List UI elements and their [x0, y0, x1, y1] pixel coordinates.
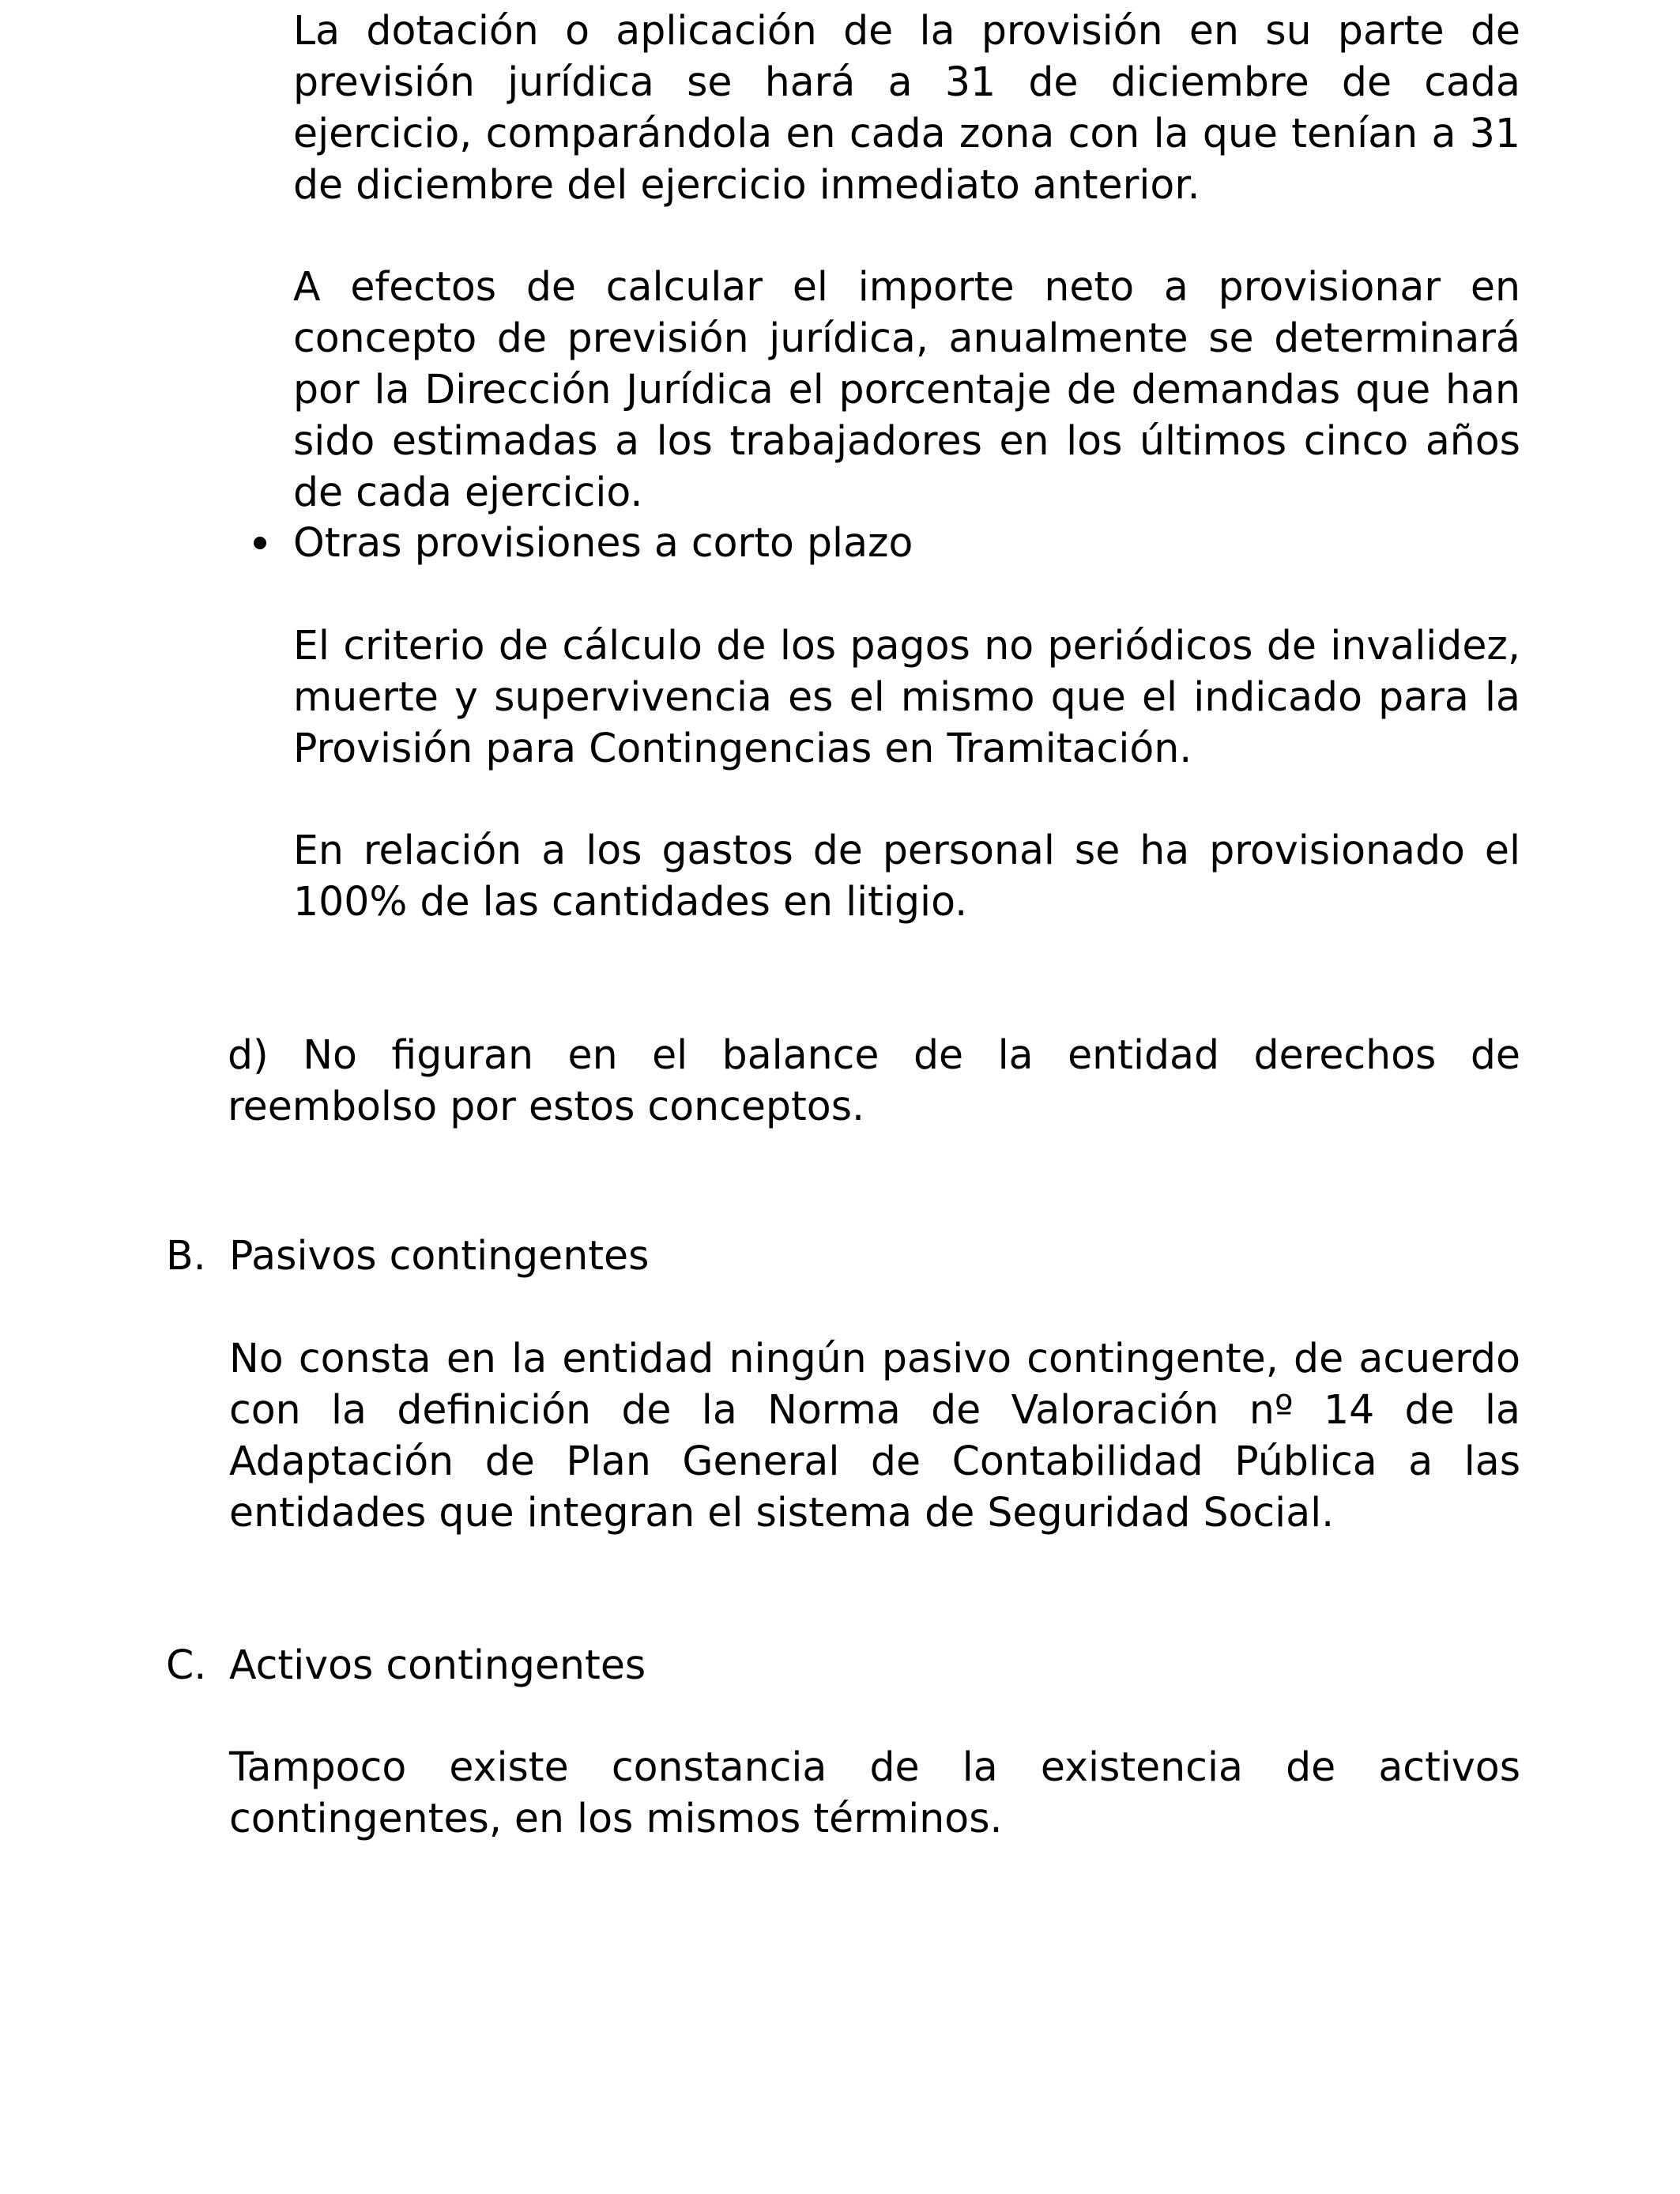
section-b-title: Pasivos contingentes	[229, 1232, 650, 1279]
paragraph-d-reembolso: d) No figuran en el balance de la entidad derechos de reembolso por estos conceptos.	[228, 1031, 1520, 1129]
bullet-otras-provisiones: Otras provisiones a corto plazo	[293, 519, 913, 566]
bullet-icon	[254, 537, 266, 549]
paragraph-criterio-calculo: El criterio de cálculo de los pagos no periódicos de invalidez, muerte y supervivencia es el mismo que el indicado para la Provisión para Contingencias en Tramitación.	[293, 622, 1520, 771]
section-b-body: No consta en la entidad ningún pasivo contingente, de acuerdo con la definición de la Norma de Valoración nº 14 de la Adaptación de Plan General de Contabilidad Pública a las entidades que integran el sistema de Seguridad Social.	[229, 1335, 1520, 1536]
paragraph-prevision-calculo: A efectos de calcular el importe neto a provisionar en concepto de previsión jurídica, anualmente se determinará por la Dirección Jurídica el porcentaje de demandas que han sido estimadas a los trabajadores en los últimos cinco años de cada ejercicio.	[293, 263, 1520, 515]
section-b-marker: B.	[166, 1232, 206, 1279]
paragraph-prevision-dotacion: La dotación o aplicación de la provisión en su parte de previsión jurídica se hará a 31 de diciembre de cada ejercicio, comparándola en cada zona con la que tenían a 31 de diciembre del ejercicio inmediato anterior.	[293, 7, 1520, 208]
section-c-title: Activos contingentes	[229, 1642, 646, 1688]
paragraph-gastos-personal: En relación a los gastos de personal se ha provisionado el 100% de las cantidades en litigio.	[293, 827, 1520, 925]
section-c-marker: C.	[166, 1642, 207, 1688]
section-c-body: Tampoco existe constancia de la existencia de activos contingentes, en los mismos términos.	[229, 1744, 1520, 1842]
